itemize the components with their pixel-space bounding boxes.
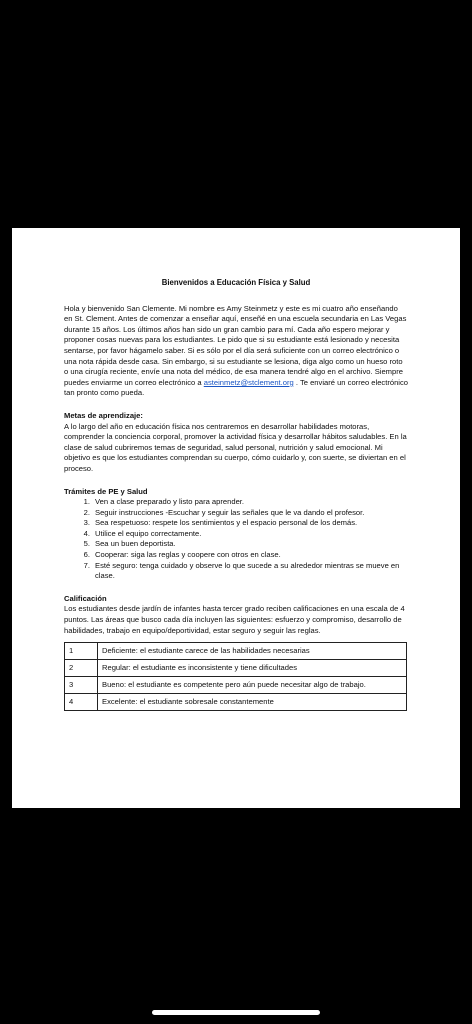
list-text: Seguir instrucciones -Escuchar y seguir las señales que le va dando el profesor. bbox=[95, 507, 365, 517]
document-page[interactable] bbox=[12, 228, 460, 808]
list-number: 4. bbox=[83, 528, 90, 538]
list-text: Utilice el equipo correctamente. bbox=[95, 528, 202, 538]
goals-paragraph: A lo largo del año en educación física nos centraremos en desarrollar habilidades motoras, comprender la conciencia corporal, promover la actividad física y desarrollar hábitos saludables. En la clase de salud cubriremos temas de seguridad, salud personal, nutrición y salud emocional. Mi objetivo es que los estudiantes comprendan su cuerpo, cómo cuidarlo y, con suerte, se diviertan en el proceso. bbox=[64, 421, 407, 473]
list-item bbox=[64, 529, 408, 540]
intro-text: Hola y bienvenido San Clemente. Mi nombre es Amy Steinmetz y este es mi cuatro año enseñando en St. Clement. Antes de comenzar a enseñar aquí, enseñé en una escuela secundaria en Las Vegas durante 15 años. Los últimos años han sido un gran cambio para mí. Cada año espero mejorar y proponer cosas nuevas para los estudiantes. Le pido que si su estudiante está lesionado y necesita sentarse, por favor hágamelo saber. Si es sólo por el día será suficiente con un correo electrónico o una nota rápida desde casa. Sin embargo, si su estudiante se lesiona, diga algo como un hueso roto o una cirugía reciente, envíe una nota del médico, de esa manera tendré algo en el archivo. Siempre puedes enviarme un correo electrónico a bbox=[64, 303, 407, 387]
list-number: 6. bbox=[83, 550, 90, 560]
procedures-list bbox=[64, 497, 408, 582]
list-text: Sea un buen deportista. bbox=[95, 539, 176, 549]
list-item bbox=[64, 550, 408, 561]
table-row bbox=[65, 677, 407, 694]
list-item bbox=[64, 508, 408, 519]
table-row bbox=[65, 660, 407, 677]
table-row bbox=[65, 643, 407, 660]
list-item bbox=[64, 539, 408, 550]
list-item bbox=[64, 561, 408, 582]
grade-score: 4 bbox=[65, 694, 98, 711]
list-text: Sea respetuoso: respete los sentimientos y el espacio personal de los demás. bbox=[95, 518, 358, 528]
list-number: 7. bbox=[83, 560, 90, 570]
intro-text-end: . Te enviaré un correo electrónico tan pronto como pueda. bbox=[64, 377, 409, 398]
list-number: 3. bbox=[83, 518, 90, 528]
grade-score: 3 bbox=[65, 677, 98, 694]
grade-score: 2 bbox=[65, 660, 98, 677]
list-text: Ven a clase preparado y listo para aprender. bbox=[95, 497, 245, 507]
list-text: Cooperar: siga las reglas y coopere con otros en clase. bbox=[95, 550, 281, 560]
goals-heading: Metas de aprendizaje: bbox=[64, 410, 143, 420]
grade-score: 1 bbox=[65, 643, 98, 660]
grading-heading: Calificación bbox=[64, 593, 107, 603]
procedures-heading: Trámites de PE y Salud bbox=[64, 486, 148, 496]
email-link[interactable]: asteinmetz@stclement.org bbox=[203, 377, 294, 387]
list-number: 5. bbox=[83, 539, 90, 549]
list-number: 1. bbox=[83, 497, 90, 507]
list-number: 2. bbox=[83, 507, 90, 517]
grade-description: Regular: el estudiante es inconsistente y tiene dificultades bbox=[98, 660, 407, 677]
intro-paragraph bbox=[64, 304, 408, 399]
document-title: Bienvenidos a Educación Física y Salud bbox=[161, 278, 311, 287]
home-indicator[interactable] bbox=[152, 1010, 320, 1015]
grade-description: Bueno: el estudiante es competente pero aún puede necesitar algo de trabajo. bbox=[98, 677, 407, 694]
grading-paragraph: Los estudiantes desde jardín de infantes hasta tercer grado reciben calificaciones en una escala de 4 puntos. Las áreas que busco cada día incluyen las siguientes: esfuerzo y compromiso, desarrollo de habilidades, trabajo en equipo/deportividad, estar seguro y seguir las reglas. bbox=[64, 604, 405, 635]
grade-description: Deficiente: el estudiante carece de las habilidades necesarias bbox=[98, 643, 407, 660]
list-text: Esté seguro: tenga cuidado y observe lo que sucede a su alrededor mientras se mueve en clase. bbox=[95, 560, 400, 581]
list-item bbox=[64, 497, 408, 508]
grade-table bbox=[64, 642, 407, 711]
list-item bbox=[64, 518, 408, 529]
grade-description: Excelente: el estudiante sobresale constantemente bbox=[98, 694, 407, 711]
table-row bbox=[65, 694, 407, 711]
